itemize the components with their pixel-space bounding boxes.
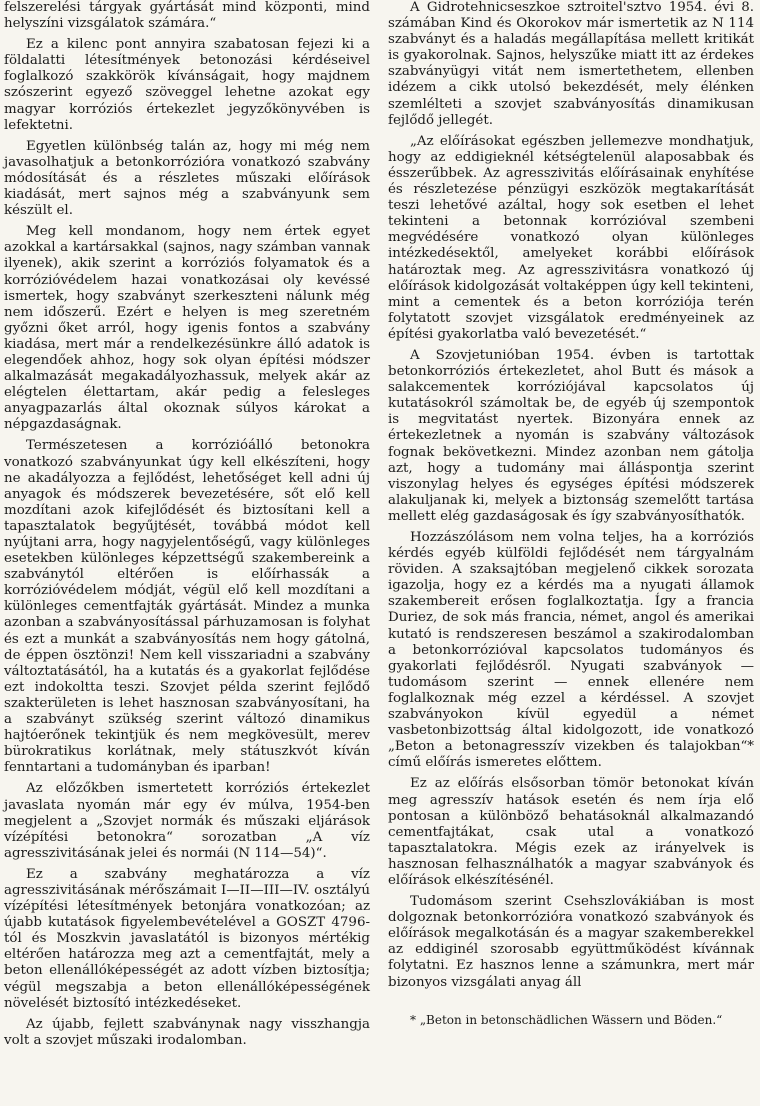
paragraph: „Az előírásokat egészben jellemezve mondhatjuk, hogy az eddigieknél kétségtelenül alaposabbak és ésszerűbbek. Az agresszivitás előírásainak enyhítése és részletezése pénzügyi eszközök megtakarítását teszi lehetővé azáltal, hogy sok esetben el lehet tekinteni a betonnak korrózióval szembeni megvédésére vonatkozó olyan különleges intézkedésektől, amelyeket korábbi előírások határoztak meg. Az agresszivitásra vonatkozó új előírások kidolgozását voltaképpen úgy kell tekinteni, mint a cementek és a beton korróziója terén folytatott szovjet vizsgálatok eredményeinek az építési gyakorlatba való bevezetését.“	[388, 133, 754, 342]
paragraph: Az előzőkben ismertetett korróziós értekezlet javaslata nyomán már egy év múlva, 1954-ben megjelent a „Szovjet normák és műszaki eljárások vízépítési betonokra“ sorozatban „A víz agresszivitásának jelei és normái (N 114—54)“.	[4, 781, 370, 861]
footnote: * „Beton in betonschädlichen Wässern und Böden.“	[410, 1012, 723, 1027]
paragraph: Ez a kilenc pont annyira szabatosan fejezi ki a földalatti létesítmények betonozási kérdéseivel foglalkozó szakkörök kívánságait, hogy majdnem szószerint egyező szöveggel lehetne azokat egy magyar korróziós értekezlet jegyzőkönyvében is lefektetni.	[4, 37, 370, 133]
paragraph: Egyetlen különbség talán az, hogy mi még nem javasolhatjuk a betonkorrózióra vonatkozó szabvány módosítását és a részletes műszaki előírások kiadását, mert sajnos még a szabványunk sem készült el.	[4, 138, 370, 219]
paragraph: Természetesen a korrózióálló betonokra vonatkozó szabványunkat úgy kell elkészíteni, hogy ne akadályozza a fejlődést, lehetőséget kell adni új anyagok és módszerek bevezetésére, sőt elő kell mozdítani azok kifejlődését és biztosítani kell a tapasztalatok begyűjtését, továbbá módot kell nyújtani arra, hogy nagyjelentőségű, vagy különleges esetekben különleges képzettségű szakembereink a szabványtól eltérően is előírhassák a korrózióvédelem módját, végül elő kell mozdítani a különleges cementfajták gyártását. Mindez a munka azonban a szabványosítással párhuzamosan is folyhat és ezt a munkát a szabványosítás nem hogy gátolná, de éppen ösztönzi! Nem kell visszariadni a szabvány változtatásától, ha a kutatás és a gyakorlat fejlődése ezt indokoltta teszi. Szovjet példa szerint fejlődő szakterületen is lehet hasznosan szabványosítani, ha a szabványt szükség szerint változó dinamikus hajtóerőnek tekintjük és nem megkövesült, merev bürokratikus korlátnak, mely státuszkvót kíván fenntartani a tudományban és iparban!	[4, 438, 370, 776]
paragraph: A Szovjetunióban 1954. évben is tartottak betonkorróziós értekezletet, ahol Butt és mások a salakcementek korróziójával kapcsolatos új kutatásokról számoltak be, de egyéb új szempontok is megvitatást nyertek. Bizonyára ennek az értekezletnek a nyomán is szabvány változások fognak bekövetkezni. Mindez azonban nem gátolja azt, hogy a tudomány mai álláspontja szerint viszonylag helyes és egységes építési módszerek alakuljanak ki, melyek a biztonság szemelőtt tartása mellett elég gazdaságosak és így szabványosíthatók.	[388, 347, 754, 524]
paragraph: Hozzászólásom nem volna teljes, ha a korróziós kérdés egyéb külföldi fejlődését nem tárgyalnám röviden. A szaksajtóban megjelenő cikkek sorozata igazolja, hogy ez a kérdés ma a nyugati államok szakembereit erősen foglalkoztatja. Így a francia Duriez, de sok más francia, német, angol és amerikai kutató is rendszeresen beszámol a szakirodalomban a betonkorrózióval kapcsolatos tudományos és gyakorlati fejlődésről. Nyugati szabványok — tudomásom szerint — ennek ellenére nem foglalkoznak még ezzel a kérdéssel. A szovjet szabványokon kívül egyedül a német vasbetonbizottság által kidolgozott, ide vonatkozó „Beton a betonagresszív vizekben és talajokban“* című előírás ismeretes előttem.	[388, 530, 754, 771]
paragraph: Tudomásom szerint Csehszlovákiában is most dolgoznak betonkorrózióra vonatkozó szabványok és előírások megalkotásán és a magyar szakemberekkel az eddiginél szorosabb együttműködést kívánnak folytatni. Ez hasznos lenne a számunkra, mert már bizonyos vizsgálati anyag áll	[388, 894, 754, 990]
right-column	[388, 0, 754, 1106]
paragraph: Ez a szabvány meghatározza a víz agresszivitásának mérőszámait I—II—III—IV. osztályú vízépítési létesítmények betonjára vonatkozóan; az újabb kutatások figyelembevételével a GOSZT 4796-tól és Moszkvin javaslatától is bizonyos mértékig eltérően határozza meg azt a cementfajtát, mely a beton ellenállóképességét az adott vízben biztosítja; végül megszabja a beton ellenállóképességének növelését biztosító intézkedéseket.	[4, 866, 370, 1011]
paragraph: Ez az előírás elsősorban tömör betonokat kíván meg agresszív hatások esetén és nem írja elő pontosan a különböző behatásoknál alkalmazandó cementfajtákat, csak utal a vonatkozó tapasztalatokra. Mégis ezek az irányelvek is hasznosan felhasználhatók a magyar szabványok és előírások elkészítésénél.	[388, 776, 754, 888]
paragraph: felszerelési tárgyak gyártását mind központi, mind helyszíni vizsgálatok számára.“	[4, 0, 370, 32]
paragraph: A Gidrotehnicseszkoe sztroitel'sztvo 1954. évi 8. számában Kind és Okorokov már ismertetik az N 114 szabványt és a haladás megállapítása mellett kritikát is gyakorolnak. Sajnos, helyszűke miatt itt az érdekes szabványügyi vitát nem ismertethetem, ellenben idézem a cikk utolsó bekezdését, mely élénken szemlélteti a szovjet szabványosítás dinamikusan fejlődő jellegét.	[388, 0, 754, 128]
paragraph: Az újabb, fejlett szabványnak nagy visszhangja volt a szovjet műszaki irodalomban.	[4, 1016, 370, 1048]
paragraph: Meg kell mondanom, hogy nem értek egyet azokkal a kartársakkal (sajnos, nagy számban vannak ilyenek), akik szerint a korróziós folyamatok és a korrózióvédelem hazai vonatkozásai oly kevéssé ismertek, hogy szabványt szerkeszteni nálunk még nem időszerű. Ezért e helyen is meg szeretném győzni őket arról, hogy igenis fontos a szabvány kiadása, mert már a rendelkezésünkre álló adatok is elegendőek ahhoz, hogy sok olyan építési módszer alkalmazását megakadályozhassuk, melyek akár az elégtelen élettartam, akár pedig a felesleges anyagpazarlás által okoznak súlyos károkat a népgazdaságnak.	[4, 224, 370, 433]
left-column	[4, 0, 370, 1106]
